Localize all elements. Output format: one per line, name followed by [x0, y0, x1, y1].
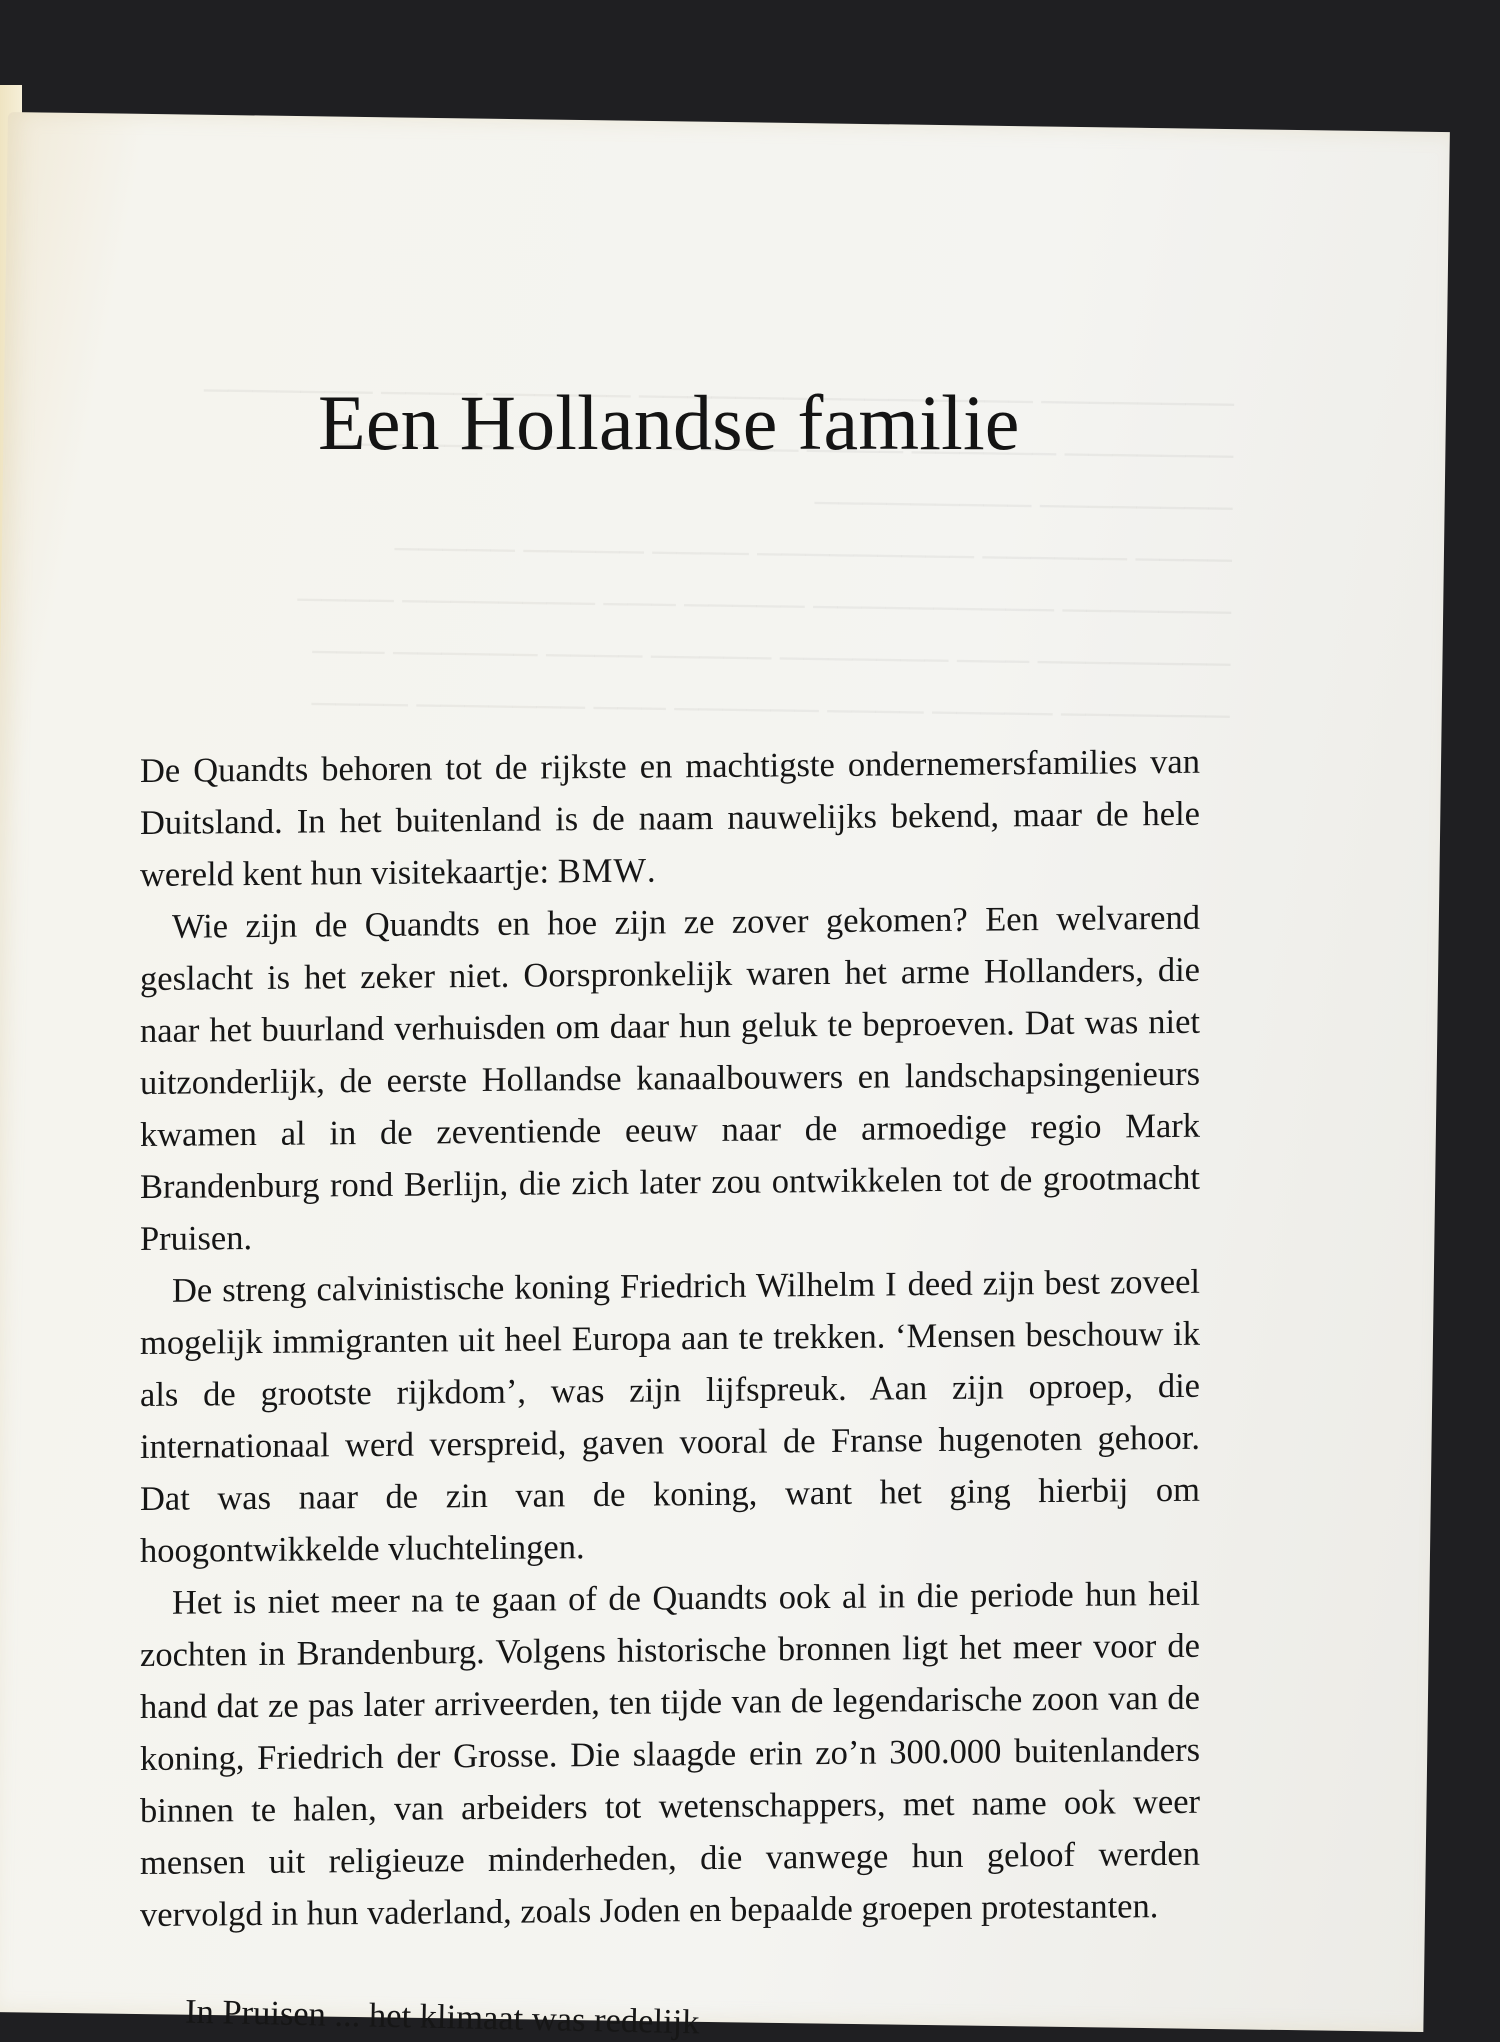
cut-off-line: In Pruisen ... het klimaat was redelijk — [184, 1992, 700, 2042]
chapter-title: Een Hollandse familie — [318, 379, 1020, 466]
paragraph-1-end: . — [646, 851, 656, 890]
brand-name: BMW — [557, 851, 647, 891]
roman-numeral: I — [885, 1265, 898, 1304]
paragraph-4: Het is niet meer na te gaan of de Quandts ook al in die periode hun heil zochten in Brandenburg. Volgens historische bronnen ligt het meer voor de hand dat ze pas later arriveerden, ten tijde van de legendarische zoon van de koning, Friedrich der Grosse. Die slaagde erin zo’n 300.000 buitenlanders binnen te halen, van arbeiders tot wetenschappers, met name ook weer mensen uit religieuze minderheden, die vanwege hun geloof werden vervolgd in hun vaderland, zoals Joden en bepaalde groepen protestanten. — [140, 1574, 1200, 1934]
paragraph-3-text: De streng calvinistische koning Friedrich Wilhelm — [172, 1265, 886, 1310]
paragraph-1-text: De Quandts behoren tot de rijkste en machtigste ondernemersfamilies van Duitsland. In het buitenland is de naam nauwelijks bekend, maar de hele wereld kent hun visitekaartje: — [140, 742, 1200, 894]
body-text — [140, 736, 1200, 1941]
paragraph-1 — [140, 736, 1200, 901]
paragraph-2: Wie zijn de Quandts en hoe zijn ze zover gekomen? Een welvarend geslacht is het zeker niet. Oorspronkelijk waren het arme Hollanders, die naar het buurland verhuisden om daar hun geluk te beproeven. Dat was niet uitzonderlijk, de eerste Hollandse kanaalbouwers en landschapsingenieurs kwamen al in de zeventiende eeuw naar de armoedige regio Mark Brandenburg rond Berlijn, die zich later zou ontwikkelen tot de grootmacht Pruisen. — [140, 898, 1200, 1258]
paragraph-3 — [140, 1256, 1200, 1577]
paragraph-3-rest: deed zijn best zoveel mogelijk immigranten uit heel Europa aan te trekken. ‘Mensen beschouw ik als de grootste rijkdom’, was zijn lijfspreuk. Aan zijn oproep, die internationaal werd verspreid, gaven vooral de Franse hugenoten gehoor. Dat was naar de zin van de koning, want het ging hierbij om hoogontwikkelde vluchtelingen. — [140, 1262, 1200, 1570]
